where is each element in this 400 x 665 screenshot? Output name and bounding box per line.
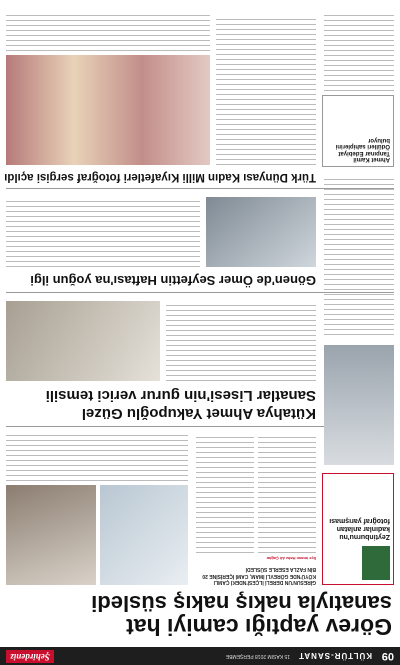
main-headline-line1: Görev yaptığı camiyi hat: [126, 614, 392, 640]
article2-headline-line1: Kütahya Ahmet Yakupoğlu Güzel: [81, 405, 316, 422]
main-headline-line2: sanatıyla nakış nakış süsledi: [91, 591, 392, 616]
sidebar-book-text: [324, 175, 394, 335]
book-title: Ahmet Kamil Tanpınar Edebiyat Ödülleri sahiplerini buluyor: [335, 137, 390, 162]
sidebar-bottom-text: [324, 11, 394, 91]
section-title: KÜLTÜR-SANAT: [298, 651, 372, 660]
main-article-column-3: [6, 433, 188, 481]
article4-body-2: [6, 11, 210, 51]
main-article-column-1: [258, 433, 316, 553]
article3-headline: Gönen'de Ömer Seyfettin Haftası'na yoğun ilgi: [30, 273, 316, 288]
article2-body: [166, 301, 316, 381]
costume-exhibition-photo: [6, 55, 210, 165]
article4-body: [216, 15, 316, 165]
page-header-band: [0, 647, 400, 665]
calligraphy-photo: [100, 485, 188, 585]
main-subhead: GİRESUN'UN DERELİ İLÇESİ'NDEKİ ÇAMLI KÖYÜ'NDE GÖREVLİ İMAM, CAMİ İÇERİSİNE 20 BİN FAZLA ESERLE SÜSLEDİ: [202, 566, 316, 585]
sidebar-title-line2: kadınlar anlatan: [336, 525, 390, 532]
article2-headline-line2: Sanatlar Lisesi'nin gurur verici temsili: [45, 387, 316, 404]
sidebar-title-line3: fotoğraf yarışması: [329, 517, 390, 524]
main-article-tag: İlçe imamı Hafız Ali Çağlar: [266, 556, 316, 561]
sidebar-body-text: [328, 478, 390, 514]
sidebar-box: [322, 473, 394, 585]
main-article-column-2: [196, 433, 254, 553]
event-photo: [206, 197, 316, 267]
article4-headline: Türk Dünyası Kadın Milli Kıyafetleri fotoğraf sergisi açıldı: [4, 171, 316, 183]
page-number: 09: [381, 650, 394, 662]
sidebar-photo: [324, 345, 394, 465]
newspaper-logo: Şehirdeniz: [6, 650, 54, 663]
issue-date: 15 KASIM 2018 PERŞEMBE: [225, 653, 290, 659]
book-box: [322, 95, 394, 167]
book-cover-image: [362, 546, 390, 580]
imam-photo: [6, 485, 96, 585]
article3-body: [6, 197, 200, 267]
students-photo: [6, 301, 160, 381]
divider: [6, 188, 394, 189]
sidebar-title-line1: Zeytinburnu'nu: [339, 533, 390, 540]
